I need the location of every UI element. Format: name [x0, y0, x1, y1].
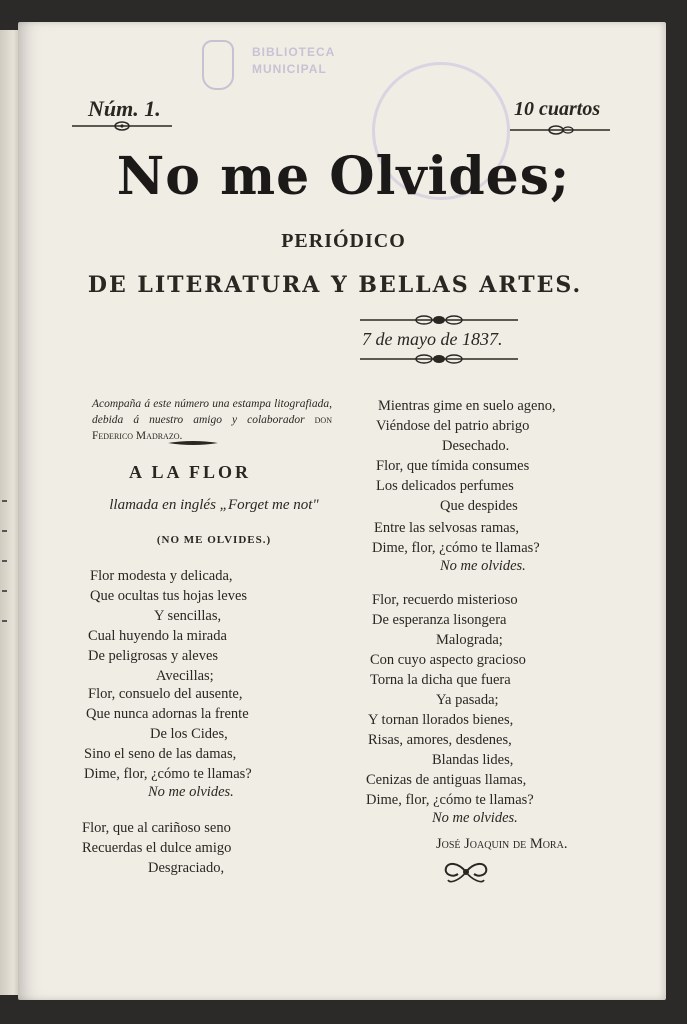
verse-line: Malograda;	[436, 632, 503, 648]
poem-alt-title: (NO ME OLVIDES.)	[156, 534, 272, 546]
periodical-subtitle: PERIÓDICO	[281, 230, 406, 252]
verse-line: Sino el seno de las damas,	[84, 746, 237, 762]
verse-line: Que despides	[440, 498, 518, 514]
periodical-subtitle-2: DE LITERATURA Y BELLAS ARTES.	[87, 272, 583, 298]
verse-line: Dime, flor, ¿cómo te llamas?	[372, 540, 540, 556]
verse-line: Y sencillas,	[154, 608, 222, 624]
library-crest-stamp	[202, 40, 234, 90]
poem-dedication: llamada en inglés „Forget me not"	[109, 497, 319, 513]
verse-line: Flor, consuelo del ausente,	[88, 686, 243, 702]
verse-line: Dime, flor, ¿cómo te llamas?	[84, 766, 252, 782]
verse-line: Desgraciado,	[148, 860, 225, 876]
verse-line: Flor, que tímida consumes	[376, 458, 530, 474]
verse-line: Cual huyendo la mirada	[88, 628, 227, 644]
poem-author: José Joaquin de Mora.	[436, 836, 568, 852]
small-rule	[166, 438, 220, 448]
rule-ornament	[70, 119, 174, 133]
verse-line: De peligrosas y aleves	[88, 648, 219, 664]
verse-line: De los Cides,	[150, 726, 228, 742]
verse-line: Mientras gime en suelo ageno,	[378, 398, 556, 414]
verse-line: Los delicados perfumes	[376, 478, 514, 494]
verse-line: Blandas lides,	[432, 752, 514, 768]
verse-line: Viéndose del patrio abrigo	[376, 418, 530, 434]
verse-refrain: No me olvides.	[440, 558, 526, 574]
periodical-title: No me Olvides;	[116, 146, 571, 207]
verse-line: Con cuyo aspecto gracioso	[370, 652, 526, 668]
verse-line: Y tornan llorados bienes,	[368, 712, 514, 728]
verse-line: Flor, que al cariñoso seno	[82, 820, 231, 836]
verse-line: Desechado.	[442, 438, 510, 454]
tailpiece-ornament	[442, 856, 490, 888]
issue-price: 10 cuartos	[514, 98, 601, 120]
verse-line: Ya pasada;	[436, 692, 499, 708]
rule-ornament	[508, 123, 612, 137]
lithograph-note: Acompaña á este número una estampa litografiada, debida á nuestro amigo y colaborador don Federico Madrazo.	[92, 398, 332, 442]
poem-heading: A LA FLOR	[128, 462, 252, 482]
verse-line: Dime, flor, ¿cómo te llamas?	[366, 792, 534, 808]
verse-line: De esperanza lisongera	[372, 612, 507, 628]
verse-line: Entre las selvosas ramas,	[374, 520, 519, 536]
verse-line: Recuerdas el dulce amigo	[82, 840, 232, 856]
verse-line: Torna la dicha que fuera	[370, 672, 511, 688]
verse-refrain: No me olvides.	[432, 810, 518, 826]
issue-date: 7 de mayo de 1837.	[362, 329, 503, 349]
verse-line: Flor modesta y delicada,	[90, 568, 233, 584]
verse-line: Que nunca adornas la frente	[86, 706, 249, 722]
verse-line: Flor, recuerdo misterioso	[372, 592, 518, 608]
verse-line: Risas, amores, desdenes,	[368, 732, 512, 748]
verse-line: Cenizas de antiguas llamas,	[366, 772, 527, 788]
library-stamp-text: BIBLIOTECA MUNICIPAL	[252, 45, 336, 76]
verse-line: Que ocultas tus hojas leves	[90, 588, 248, 604]
verse-line: Avecillas;	[156, 668, 214, 684]
issue-number: Núm. 1.	[88, 96, 161, 121]
date-ornament-bottom	[358, 352, 520, 366]
date-ornament-top	[358, 313, 520, 327]
verse-refrain: No me olvides.	[148, 784, 234, 800]
